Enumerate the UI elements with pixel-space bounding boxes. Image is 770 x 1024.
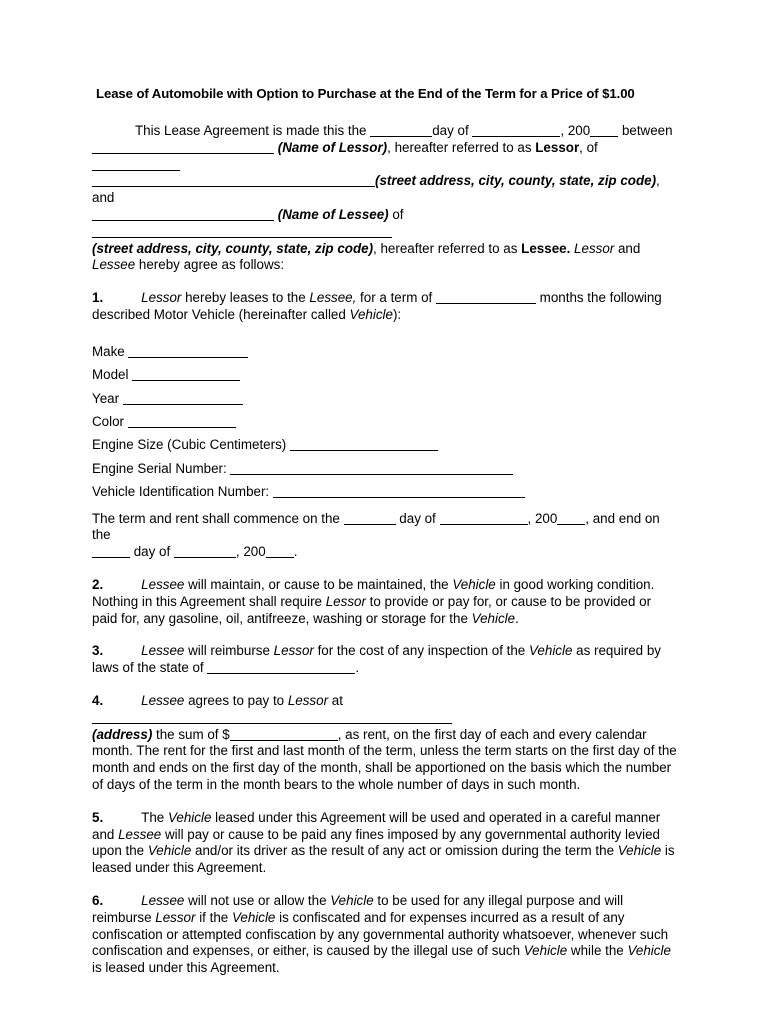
clause-3-seg-1: will reimburse [184, 643, 274, 659]
clause-2-number: 2. [92, 577, 104, 592]
clause-3-seg-2: Lessor [273, 643, 314, 659]
clause-6-seg-3: to be used for any illegal purpose and will reimburse [92, 892, 624, 925]
field-engine-serial [92, 457, 678, 480]
clause-4 [92, 693, 678, 794]
field-color-input[interactable] [128, 415, 236, 428]
clause-1-seg-7: ): [392, 306, 402, 322]
spacer [92, 877, 678, 893]
label-name-of-lessor: (Name of Lessor) [277, 139, 388, 155]
clause-2-seg-0: Lessee [141, 577, 185, 592]
spacer [92, 324, 678, 340]
field-engine-size-label: Engine Size (Cubic Centimeters) [92, 437, 287, 453]
preamble-text-3: , 200 [560, 123, 591, 138]
field-make [92, 340, 678, 363]
clause-1-seg-3: for a term of [356, 290, 436, 306]
clause-1-number: 1. [92, 290, 104, 306]
clause-5-seg-6: and/or its driver as the result of any act or omission during the term the [191, 843, 618, 859]
clause-2-seg-5: to provide or pay for, or cause to be provided or paid for, any gasoline, oil, antifreeze, washing or storage for the [92, 593, 652, 626]
clause-1-seg-5: months the following described Motor Vehicle (hereinafter called [92, 290, 662, 322]
field-vin-input[interactable] [273, 485, 525, 498]
clause-1-seg-2: Lessee, [309, 290, 357, 306]
field-engine-size [92, 433, 678, 456]
field-color-label: Color [92, 413, 124, 429]
field-color [92, 410, 678, 433]
clause-2-seg-4: Lessor [325, 593, 366, 609]
spacer [92, 102, 678, 123]
preamble-text-10: and [614, 240, 641, 256]
spacer [92, 561, 678, 577]
clause-1-seg-1: hereby leases to the [181, 290, 310, 306]
preamble-text-9: , hereafter referred to as [373, 240, 522, 256]
clause-6-seg-8: Vehicle [523, 943, 568, 959]
preamble-text-6: , of [579, 139, 598, 155]
preamble-text-5: , hereafter referred to as [387, 139, 536, 155]
field-make-input[interactable] [128, 345, 248, 358]
field-model-label: Model [92, 367, 129, 383]
spacer [92, 504, 678, 511]
clause-3-seg-3: for the cost of any inspection of the [313, 643, 529, 659]
preamble-text-11: hereby agree as follows: [135, 257, 285, 273]
clause-5 [92, 810, 678, 877]
blank-lessor-address-1[interactable] [92, 158, 180, 171]
blank-year[interactable] [590, 124, 618, 137]
clause-6-seg-1: will not use or allow the [184, 892, 331, 908]
term-lessor-2: Lessor [574, 240, 615, 256]
field-year-label: Year [92, 390, 120, 406]
clause-1 [92, 290, 678, 324]
blank-commence-day[interactable] [344, 512, 396, 525]
term-lessor: Lessor [535, 139, 580, 155]
clause-2-seg-3: in good working condition. Nothing in this Agreement shall require [92, 577, 655, 609]
clause-3-seg-7: . [355, 660, 360, 676]
preamble-text-8: of [388, 206, 404, 222]
blank-day[interactable] [370, 124, 432, 137]
clause-6-seg-6: Vehicle [231, 909, 276, 925]
clause-4-number: 4. [92, 692, 104, 708]
term-text-b: day of [395, 510, 440, 526]
clause-3-seg-0: Lessee [141, 643, 185, 659]
page-title: Lease of Automobile with Option to Purchase at the End of the Term for a Price of $1.00 [96, 86, 635, 101]
clause-2-seg-6: Vehicle [471, 610, 516, 626]
clause-2-seg-7: . [515, 610, 519, 626]
blank-end-day[interactable] [92, 545, 130, 558]
blank-lessor-payment-address[interactable] [92, 711, 452, 724]
term-text-f: , 200 [235, 544, 266, 560]
clause-5-seg-4: will pay or cause to be paid any fines imposed by any governmental authority levied upon the [92, 826, 660, 859]
clause-4-seg-6: the sum of $ [152, 726, 230, 742]
clause-6-seg-7: is confiscated and for expenses incurred as a result of any confiscation or attempted confiscation by any governmental authority whatsoever, whenever such confiscation and expenses, or either, is caused by the illegal use of such [92, 909, 669, 959]
blank-end-year[interactable] [266, 545, 294, 558]
clause-5-seg-0: The [141, 809, 168, 825]
clause-2 [92, 577, 678, 627]
blank-commence-year[interactable] [557, 512, 585, 525]
blank-lessee-address-1[interactable] [92, 225, 392, 238]
term-and-rent-clause [92, 511, 678, 561]
term-text-g: . [293, 544, 298, 560]
clause-6-seg-11: is leased under this Agreement. [92, 960, 280, 976]
clause-3 [92, 643, 678, 677]
blank-lessee-name[interactable] [92, 208, 274, 221]
clause-4-seg-8: , as rent, on the first day of each and every calendar month. The rent for the first and last month of the term, unless the term starts on the first day of the month and ends on the first day of the month, shall be apportioned on the basis which the number of days of the term in the month bears to the whole number of days in such month. [92, 726, 677, 792]
preamble-block [92, 123, 678, 274]
clause-6-seg-10: Vehicle [627, 943, 671, 959]
clause-5-number: 5. [92, 809, 104, 825]
clause-5-seg-2: leased under this Agreement will be used and operated in a careful manner and [92, 809, 661, 842]
clause-3-seg-5: as required by laws of the state of [92, 643, 661, 676]
spacer [92, 677, 678, 693]
clause-4-seg-2: Lessor [287, 692, 329, 708]
clause-5-seg-7: Vehicle [617, 843, 662, 859]
blank-month[interactable] [472, 124, 560, 137]
blank-commence-month[interactable] [440, 512, 528, 525]
clause-6-seg-9: while the [567, 943, 628, 959]
preamble-text-1: This Lease Agreement is made this the [135, 123, 371, 138]
clause-5-seg-8: is leased under this Agreement. [92, 843, 675, 876]
term-text-c: , 200 [527, 510, 558, 526]
field-model-input[interactable] [132, 368, 240, 381]
clause-4-seg-3: at [328, 692, 343, 708]
clause-1-seg-6: Vehicle [349, 306, 393, 322]
clause-6-seg-0: Lessee [141, 892, 185, 908]
field-engine-serial-input[interactable] [230, 462, 513, 475]
blank-lessor-address-2[interactable] [92, 174, 375, 187]
clause-6-number: 6. [92, 892, 104, 908]
clause-4-seg-1: agrees to pay to [184, 692, 288, 708]
term-lessee: Lessee. [521, 240, 571, 256]
field-make-label: Make [92, 343, 125, 359]
term-text-a: The term and rent shall commence on the [92, 510, 344, 526]
field-engine-size-input[interactable] [290, 438, 438, 451]
spacer [92, 794, 678, 810]
clause-6-seg-5: if the [195, 909, 232, 925]
blank-term-months[interactable] [436, 291, 536, 304]
clause-1-seg-0: Lessor [141, 290, 182, 306]
vehicle-fields-block [92, 340, 678, 504]
clause-6-seg-4: Lessor [155, 909, 196, 925]
term-text-d: , and end on the [92, 510, 660, 543]
blank-state-of-inspection[interactable] [207, 661, 355, 674]
term-text-e: day of [130, 544, 174, 560]
spacer [92, 627, 678, 643]
clause-6 [92, 893, 678, 977]
blank-end-month[interactable] [174, 545, 236, 558]
term-lessee-2: Lessee [92, 257, 136, 273]
clause-6-seg-2: Vehicle [330, 892, 374, 908]
field-year-input[interactable] [123, 392, 243, 405]
preamble-text-2: day of [432, 123, 473, 138]
clause-4-seg-0: Lessee [141, 692, 185, 708]
label-street-address-lessee: (street address, city, county, state, zip code) [92, 240, 374, 256]
preamble-text-7: , and [92, 173, 660, 206]
field-engine-serial-label: Engine Serial Number: [92, 460, 227, 476]
clause-5-seg-1: Vehicle [167, 809, 212, 825]
blank-rent-sum[interactable] [230, 728, 338, 741]
preamble-text-4: between [618, 123, 673, 138]
clause-2-seg-1: will maintain, or cause to be maintained, the [184, 577, 453, 592]
field-vin [92, 480, 678, 503]
clause-3-number: 3. [92, 643, 104, 659]
label-street-address-lessor: (street address, city, county, state, zip code) [375, 173, 657, 189]
clause-3-seg-4: Vehicle [528, 643, 573, 659]
spacer [92, 274, 678, 290]
clause-2-seg-2: Vehicle [452, 577, 496, 592]
document-body [92, 86, 678, 977]
clause-5-seg-5: Vehicle [147, 843, 192, 859]
label-address: (address) [92, 726, 153, 742]
clause-5-seg-3: Lessee [118, 826, 162, 842]
field-model [92, 363, 678, 386]
blank-lessor-name[interactable] [92, 141, 274, 154]
field-vin-label: Vehicle Identification Number: [92, 484, 270, 500]
field-year [92, 387, 678, 410]
label-name-of-lessee: (Name of Lessee) [277, 206, 389, 222]
